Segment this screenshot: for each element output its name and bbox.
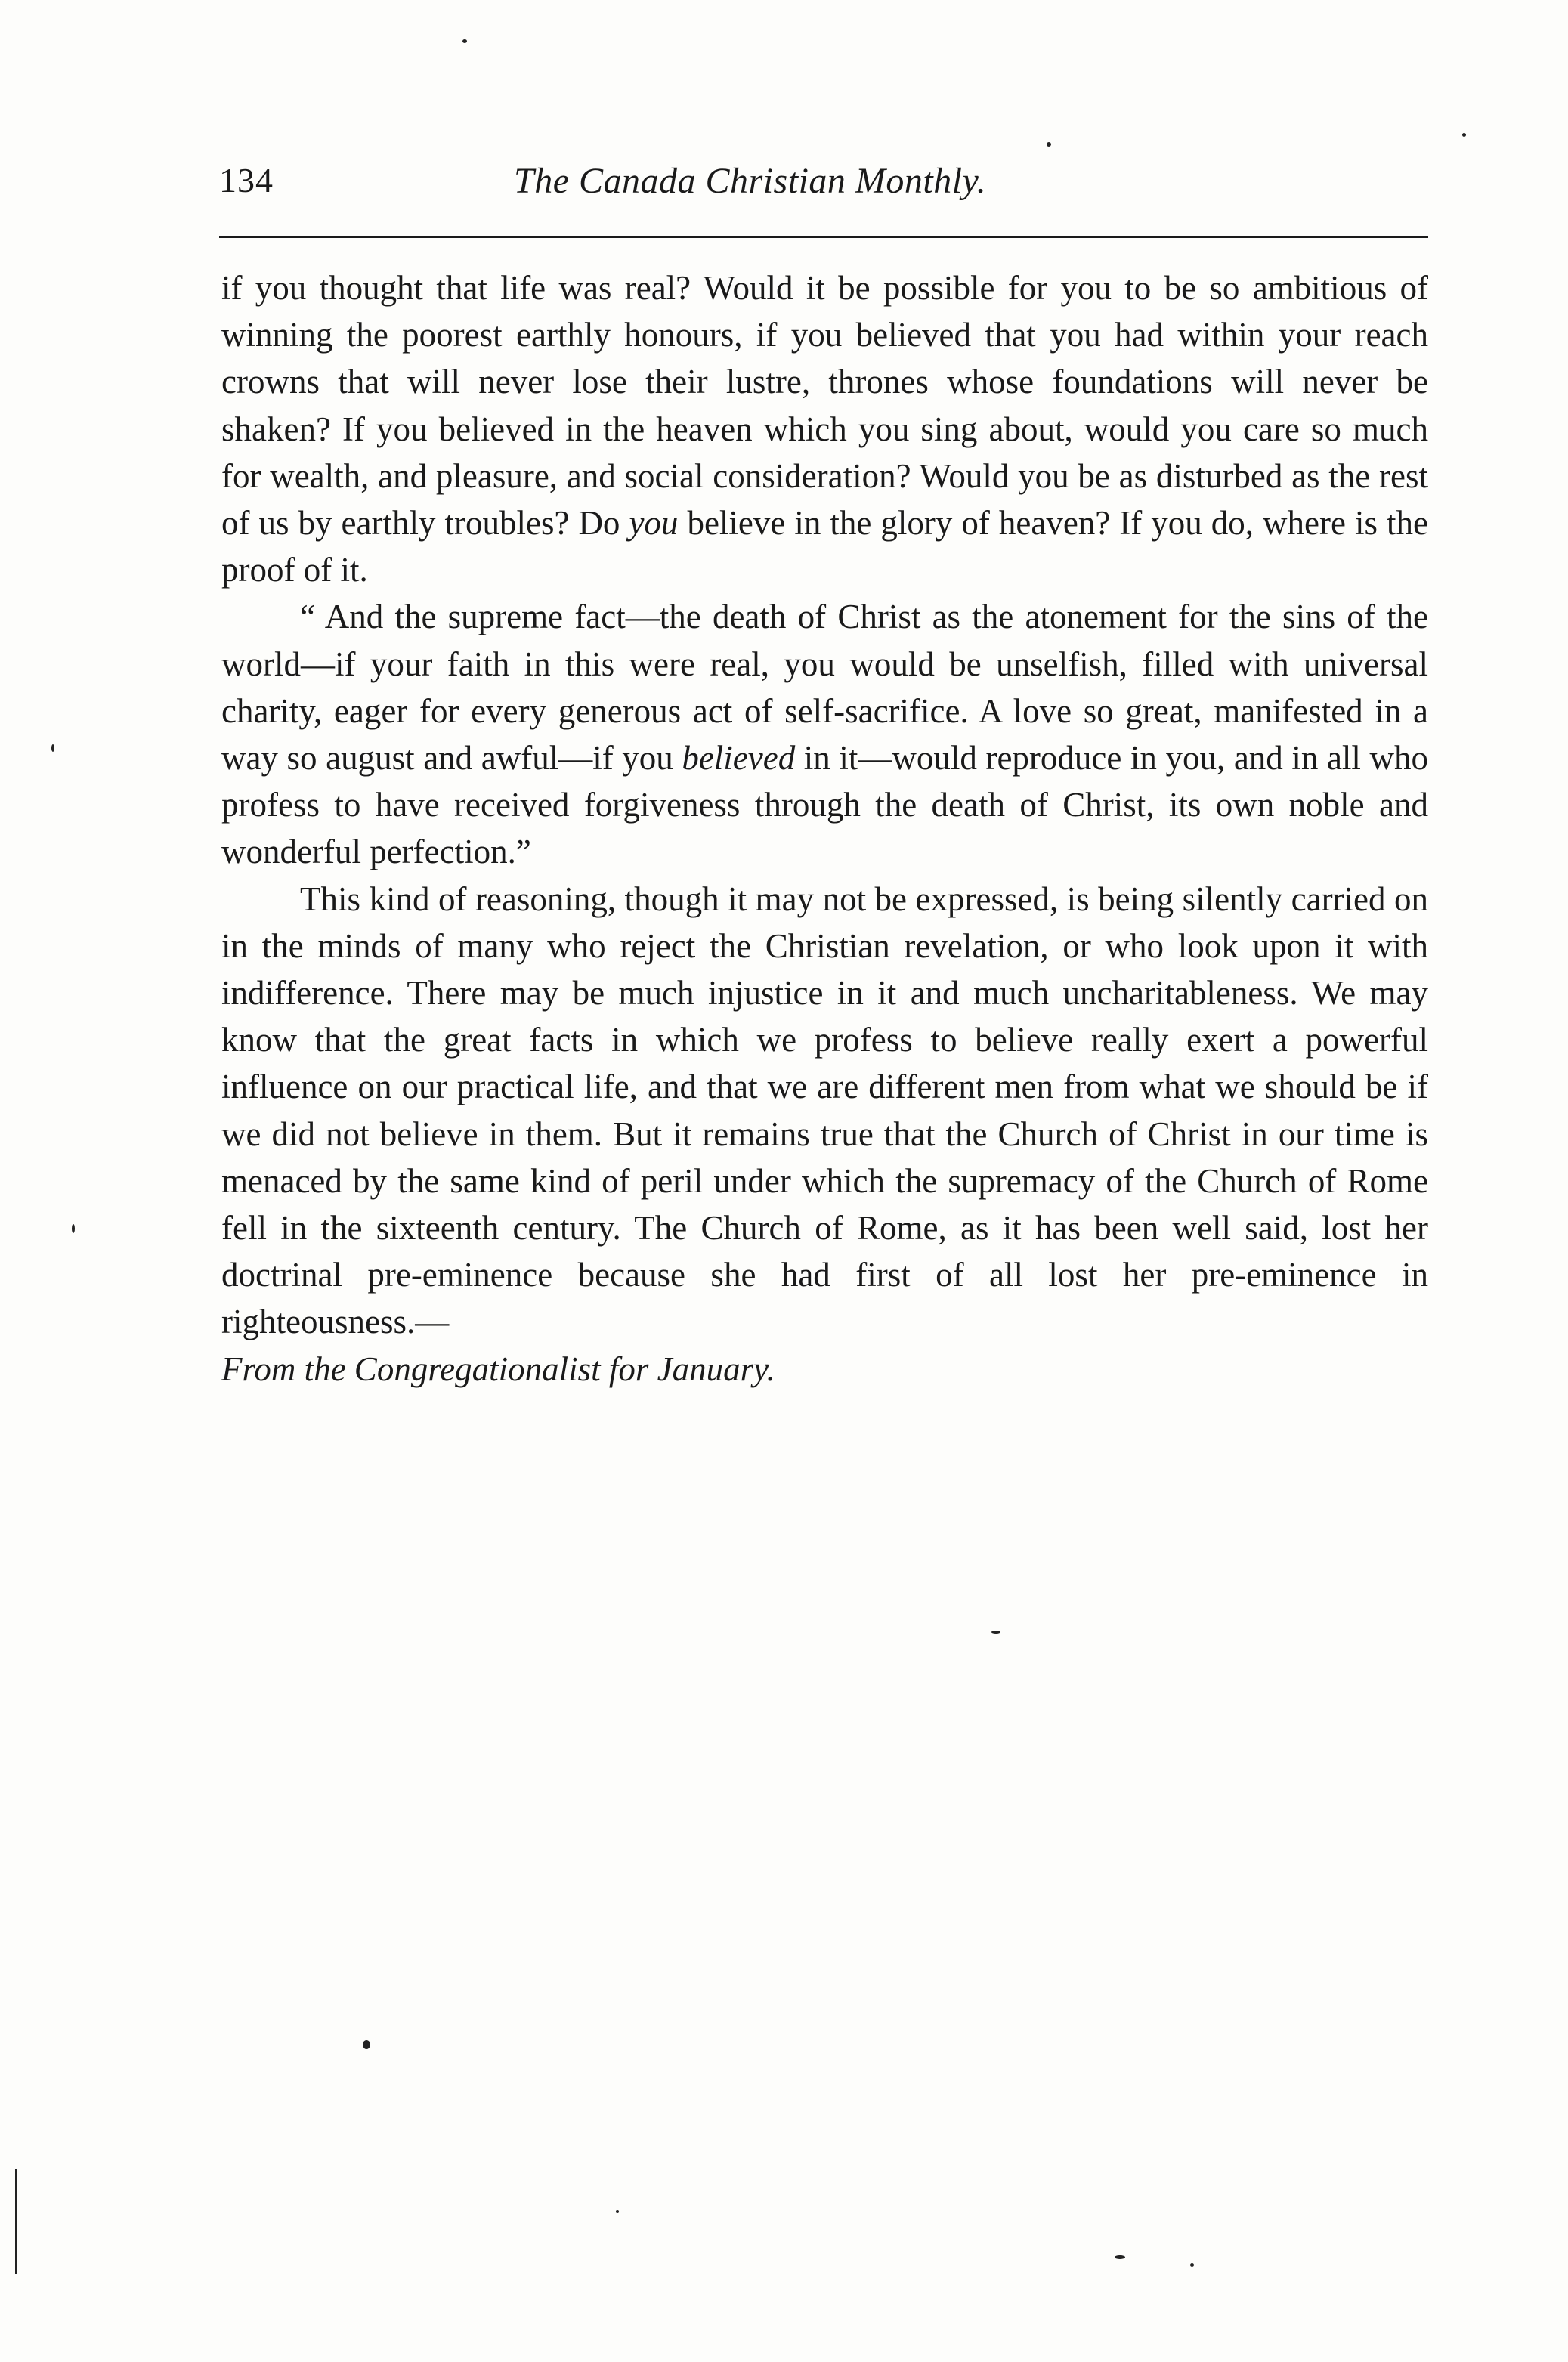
- article-body: [221, 264, 1428, 1393]
- scan-speck: [363, 2040, 370, 2049]
- paragraph-2-text: “ And the supreme fact—the death of Christ as the atonement for the sins of the world—if your faith in this were real, you would be unselfish, filled with universal charity, eager for every generous act of self-sacrifice. A love so great, manifested in a way so august and awful—if you: [221, 598, 1428, 778]
- scan-speck: [51, 744, 54, 752]
- scan-speck: [1115, 2255, 1125, 2259]
- paragraph-1: [221, 264, 1428, 593]
- header-rule: [219, 236, 1428, 238]
- scan-speck: [15, 2169, 17, 2274]
- scan-speck: [991, 1631, 1000, 1634]
- paragraph-1-text: if you thought that life was real? Would it be possible for you to be so ambitious of winning the poorest earthly honours, if you believed that you had within your reach crowns that will never lose their lustre, thrones whose foundations will never be shaken? If you believed in the heaven which you sing about, would you care so much for wealth, and pleasure, and social consideration? Would you be as disturbed as the rest of us by earthly troubles? Do: [221, 269, 1428, 543]
- source-line: From the Congregationalist for January.: [221, 1349, 775, 1388]
- paragraph-2: [221, 593, 1428, 875]
- paragraph-1-end: believe in the glory of heaven? If you do, where is the proof of it.: [221, 504, 1428, 589]
- paragraph-3: [221, 876, 1428, 1346]
- emphasis-believed: believed: [682, 739, 796, 778]
- scan-speck: [72, 1224, 75, 1233]
- scan-speck: [1190, 2263, 1194, 2267]
- scan-speck: [1047, 142, 1051, 147]
- scan-speck: [1462, 133, 1466, 137]
- paragraph-3-text: This kind of reasoning, though it may not be expressed, is being silently carried on in the minds of many who reject the Christian revelation, or who look upon it with indifference. There may be much injustice in it and much uncharitableness. We may know that the great facts in which we profess to believe really exert a powerful influence on our practical life, and that we are different men from what we should be if we did not believe in them. But it remains true that the Church of Christ in our time is menaced by the same kind of peril under which the supremacy of the Church of Rome fell in the sixteenth century. The Church of Rome, as it has been well said, lost her doctrinal pre-eminence because she had first of all lost her pre-eminence in righteousness.—: [221, 880, 1428, 1341]
- journal-title: The Canada Christian Monthly.: [514, 161, 987, 201]
- page-number: 134: [219, 161, 274, 199]
- paragraph-2-end: in it—would reproduce in you, and in all who profess to have received forgiveness through the death of Christ, its own noble and wonderful perfection.”: [221, 739, 1428, 871]
- running-head: [219, 160, 1428, 213]
- emphasis-you: you: [629, 504, 679, 543]
- scan-speck: [616, 2210, 619, 2213]
- scan-speck: [462, 39, 467, 43]
- source-citation: [221, 1346, 1428, 1393]
